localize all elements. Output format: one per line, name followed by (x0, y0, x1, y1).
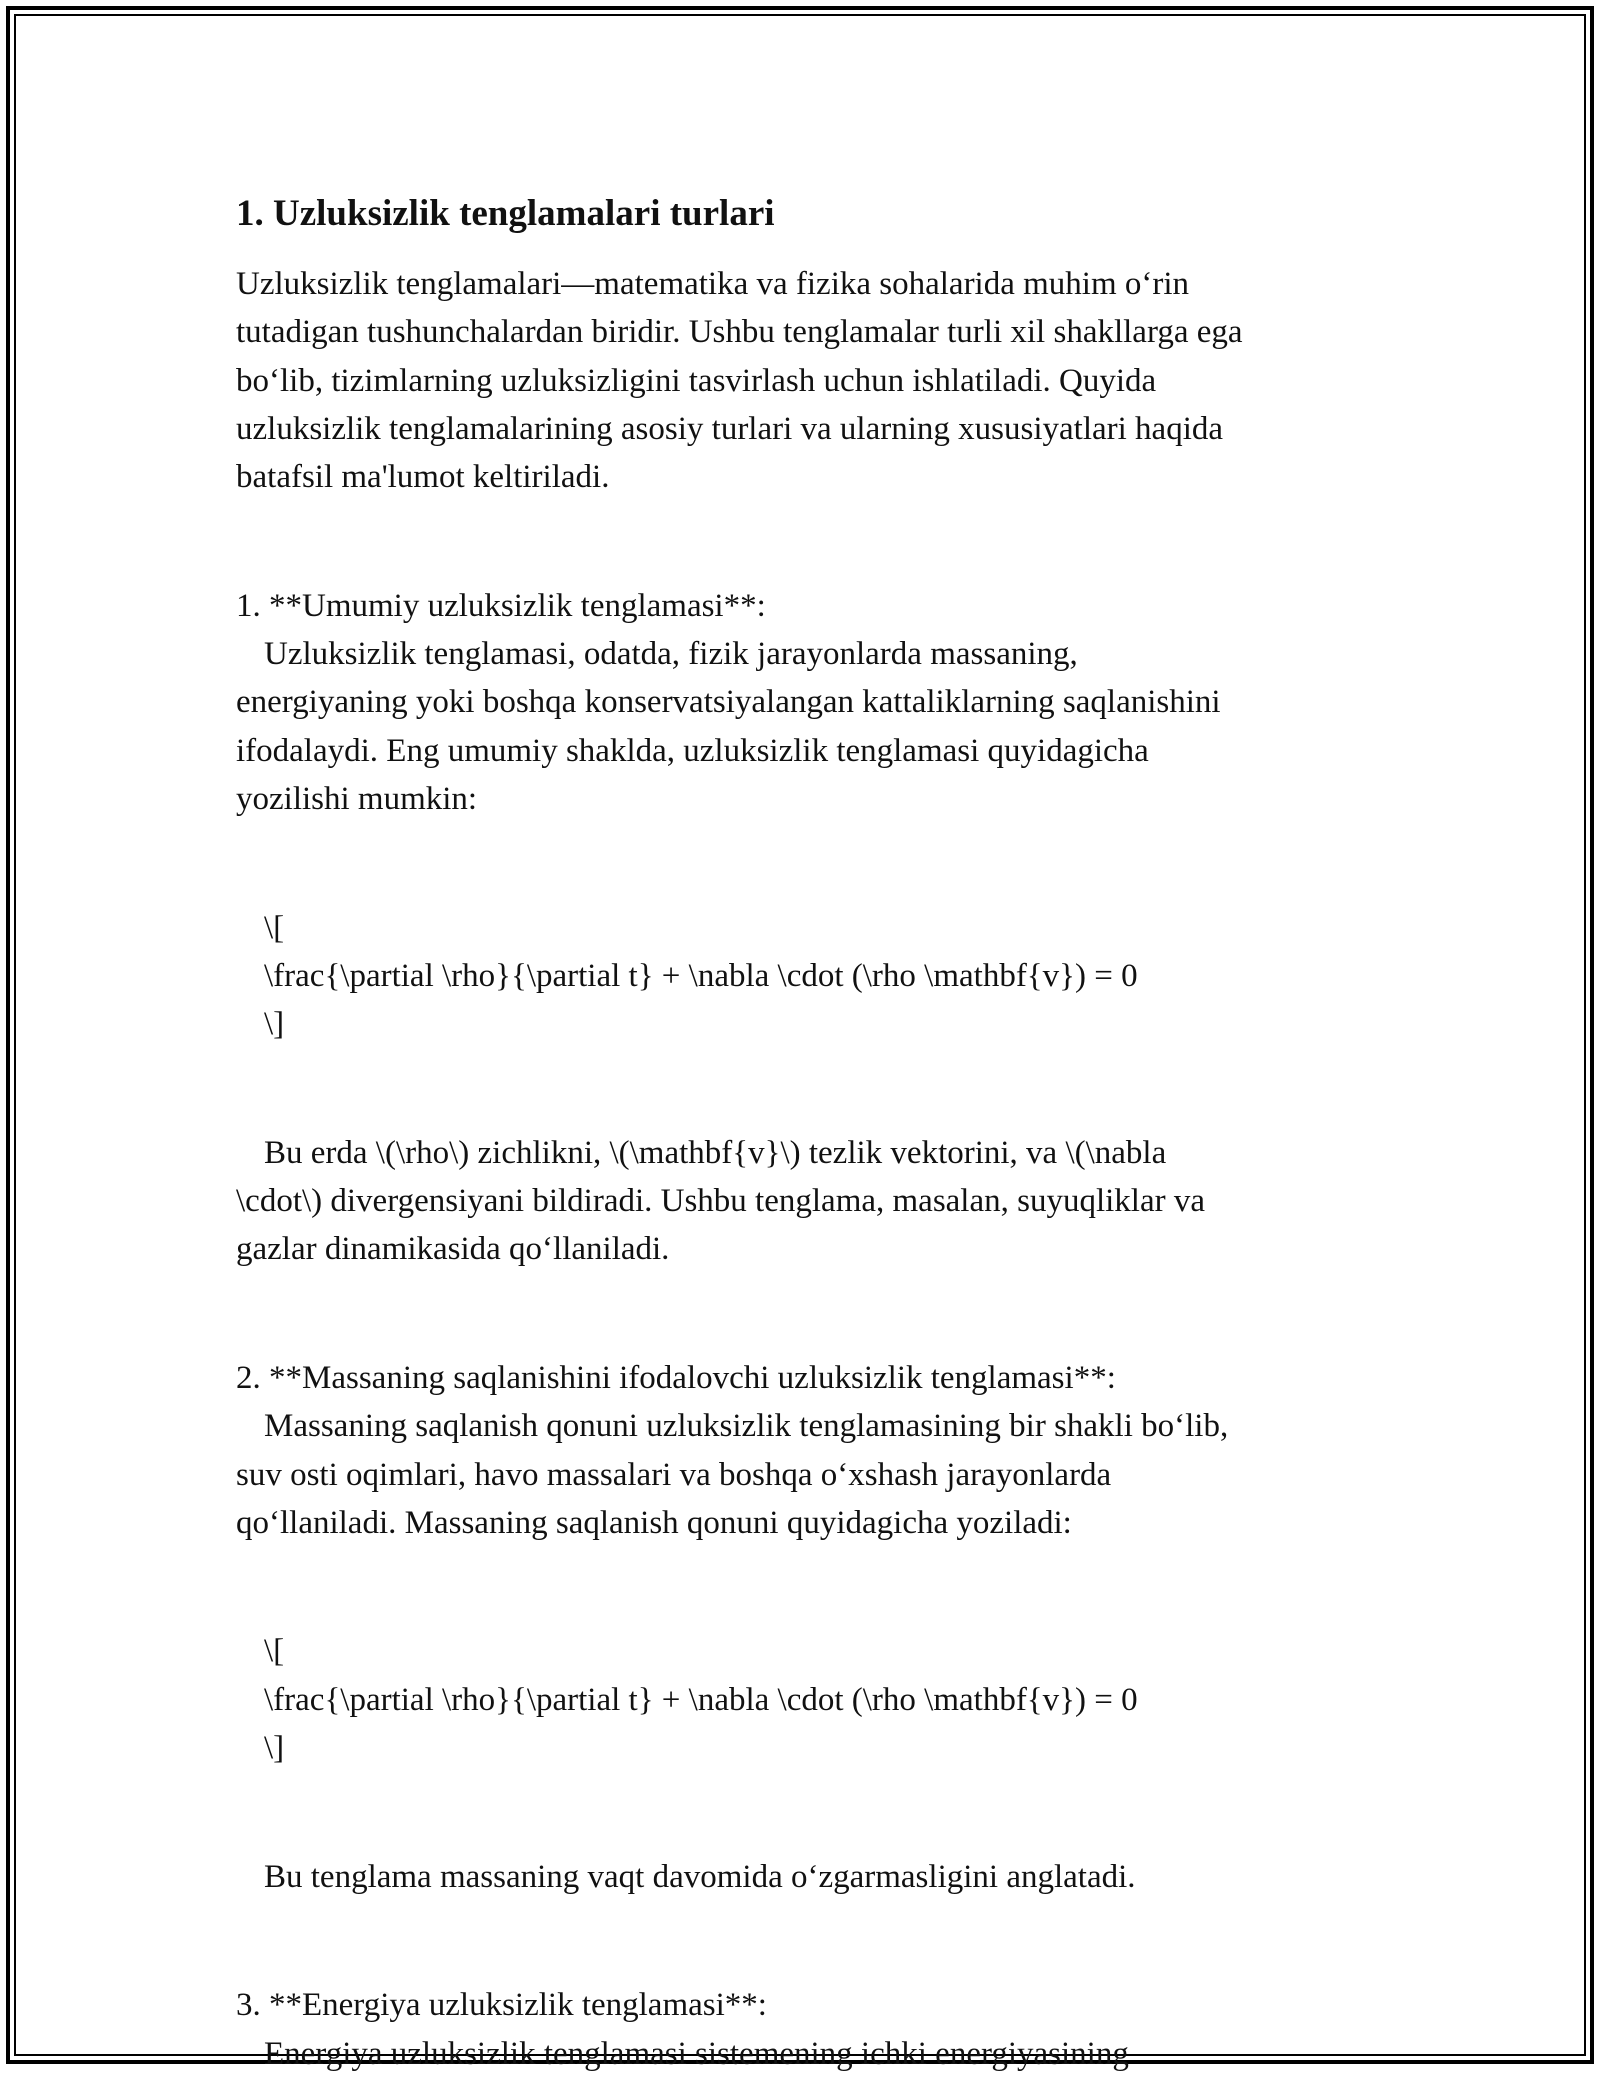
text-line: suv osti oqimlari, havo massalari va boshqa o‘xshash jarayonlarda (236, 1456, 1112, 1493)
text-line: \frac{\partial \rho}{\partial t} + \nabla \cdot (\rho \mathbf{v}) = 0 (264, 957, 1138, 994)
document-body (236, 188, 1376, 2078)
text-line: energiyaning yoki boshqa konservatsiyalangan kattaliklarning saqlanishini (236, 684, 1221, 721)
text-line: \] (264, 1006, 285, 1043)
text-line: yozilishi mumkin: (236, 780, 478, 817)
text-line: 3. **Energiya uzluksizlik tenglamasi**: (236, 1987, 767, 2024)
text-line: Bu tenglama massaning vaqt davomida o‘zgarmasligini anglatadi. (264, 1858, 1136, 1895)
text-line: Uzluksizlik tenglamasi, odatda, fizik jarayonlarda massaning, (264, 636, 1078, 673)
text-line: \frac{\partial \rho}{\partial t} + \nabla \cdot (\rho \mathbf{v}) = 0 (264, 1681, 1138, 1718)
text-line: 2. **Massaning saqlanishini ifodalovchi uzluksizlik tenglamasi**: (236, 1359, 1116, 1396)
text-line: batafsil ma'lumot keltiriladi. (236, 459, 610, 496)
blank-line (236, 1290, 1376, 1338)
text-line: \cdot\) divergensiyani bildiradi. Ushbu tenglama, masalan, suyuqliklar va (236, 1183, 1206, 1220)
text-line: ifodalaydi. Eng umumiy shaklda, uzluksizlik tenglamasi quyidagicha (236, 732, 1149, 769)
text-line: tutadigan tushunchalardan biridir. Ushbu tenglamalar turli xil shakllarga ega (236, 314, 1243, 351)
text-lines (236, 260, 1376, 2078)
text-line: \[ (264, 1633, 285, 1670)
text-line: 1. **Umumiy uzluksizlik tenglamasi**: (236, 587, 766, 624)
text-line: gazlar dinamikasida qo‘llaniladi. (236, 1231, 670, 1268)
section-heading: 1. Uzluksizlik tenglamalari turlari (236, 193, 775, 234)
text-line: \] (264, 1730, 285, 1767)
text-line: qo‘llaniladi. Massaning saqlanish qonuni quyidagicha yoziladi: (236, 1504, 1072, 1541)
text-line: Uzluksizlik tenglamalari—matematika va fizika sohalarida muhim o‘rin (236, 266, 1190, 302)
blank-line (236, 517, 1376, 565)
blank-line (236, 1064, 1376, 1112)
text-line: Bu erda \(\rho\) zichlikni, \(\mathbf{v}\) tezlik vektorini, va \(\nabla (264, 1134, 1167, 1171)
blank-line (236, 1563, 1376, 1611)
blank-line (236, 1788, 1376, 1836)
blank-line (236, 1917, 1376, 1965)
text-line: bo‘lib, tizimlarning uzluksizligini tasvirlash uchun ishlatiladi. Quyida (236, 362, 1157, 399)
text-line: Energiya uzluksizlik tenglamasi sistemening ichki energiyasining (264, 2035, 1129, 2072)
text-line: Massaning saqlanish qonuni uzluksizlik tenglamasining bir shakli bo‘lib, (264, 1408, 1229, 1445)
text-line: \[ (264, 909, 285, 946)
text-line: uzluksizlik tenglamalarining asosiy turlari va ularning xususiyatlari haqida (236, 410, 1224, 447)
blank-line (236, 839, 1376, 887)
